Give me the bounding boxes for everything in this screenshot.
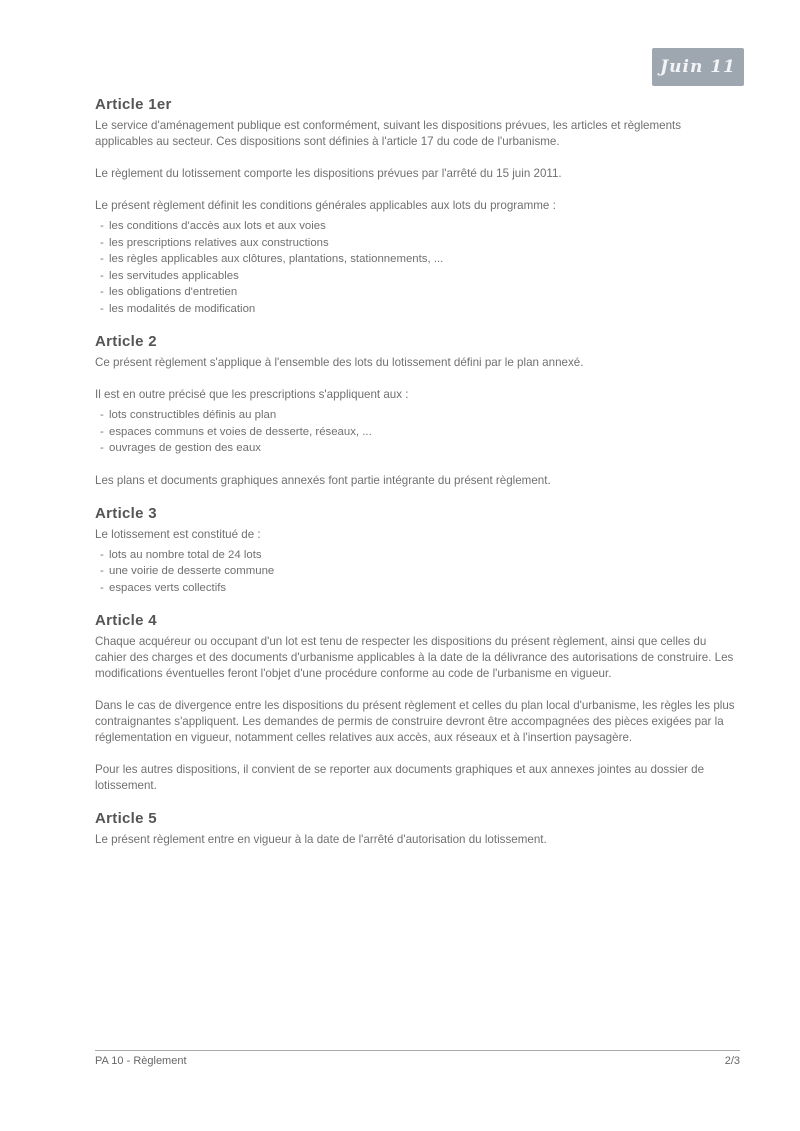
article-title: Article 5 xyxy=(95,810,157,827)
bullet-list xyxy=(95,407,735,457)
article-title: Article 3 xyxy=(95,504,157,522)
list-item: - les règles applicables aux clôtures, plantations, stationnements, ... xyxy=(95,251,735,268)
badge-label: Juin 11 xyxy=(660,57,736,77)
bullet-list xyxy=(95,218,735,317)
paragraph: Les plans et documents graphiques annexés font partie intégrante du présent règlement. xyxy=(95,473,551,487)
paragraph: Le service d'aménagement publique est conformément, suivant les dispositions prévues, les articles et règlements applicables au secteur. Ces dispositions sont définies à l'article 17 du code de l'urbanisme. xyxy=(95,119,682,148)
list-item: - espaces communs et voies de desserte, réseaux, ... xyxy=(95,424,735,441)
article-2 xyxy=(95,333,735,489)
header-badge xyxy=(652,48,744,86)
paragraph: Chaque acquéreur ou occupant d'un lot est tenu de respecter les dispositions du présent règlement, ainsi que celles du cahier des charges et des documents d'urbanisme applicables à la date de la délivrance des autorisations de construire. Les modifications éventuelles feront l'objet d'une procédure conforme au code de l'urbanisme en vigueur. xyxy=(95,635,734,680)
article-5 xyxy=(95,810,735,848)
bullet-list xyxy=(95,547,735,597)
document-body xyxy=(95,96,735,864)
footer-document-title: PA 10 - Règlement xyxy=(95,1055,187,1067)
article-title: Article 4 xyxy=(95,612,157,629)
paragraph: Il est en outre précisé que les prescriptions s'appliquent aux : xyxy=(95,388,409,401)
paragraph: Dans le cas de divergence entre les dispositions du présent règlement et celles du plan local d'urbanisme, les règles les plus contraignantes s'appliquent. Les demandes de permis de construire devront être accompagnées des pièces exigées par la réglementation en vigueur, notamment celles relatives aux accès, aux réseaux et à l'insertion paysagère. xyxy=(95,699,735,744)
list-item: - espaces verts collectifs xyxy=(95,580,735,597)
article-title: Article 1er xyxy=(95,96,172,113)
paragraph: Ce présent règlement s'applique à l'ensemble des lots du lotissement défini par le plan annexé. xyxy=(95,356,584,369)
page-number: 2/3 xyxy=(724,1055,740,1067)
list-item: - les servitudes applicables xyxy=(95,268,735,285)
paragraph: Pour les autres dispositions, il convient de se reporter aux documents graphiques et aux annexes jointes au dossier de lotissement. xyxy=(95,763,705,792)
page-footer xyxy=(95,1050,740,1067)
list-item: - les obligations d'entretien xyxy=(95,284,735,301)
list-item: - une voirie de desserte commune xyxy=(95,563,735,580)
paragraph: Le règlement du lotissement comporte les dispositions prévues par l'arrêté du 15 juin 2011. xyxy=(95,167,562,180)
list-item: - lots au nombre total de 24 lots xyxy=(95,547,735,564)
list-item: - les prescriptions relatives aux constructions xyxy=(95,235,735,252)
article-1 xyxy=(95,96,735,317)
list-item: - lots constructibles définis au plan xyxy=(95,407,735,424)
list-item: - les conditions d'accès aux lots et aux voies xyxy=(95,218,735,235)
article-title: Article 2 xyxy=(95,333,157,350)
paragraph: Le présent règlement définit les conditions générales applicables aux lots du programme : xyxy=(95,199,556,212)
paragraph: Le présent règlement entre en vigueur à la date de l'arrêté d'autorisation du lotissement. xyxy=(95,833,547,846)
list-item: - ouvrages de gestion des eaux xyxy=(95,440,735,457)
article-4 xyxy=(95,612,735,794)
footer-divider xyxy=(95,1050,740,1051)
paragraph: Le lotissement est constitué de : xyxy=(95,527,261,541)
article-3 xyxy=(95,505,735,597)
list-item: - les modalités de modification xyxy=(95,301,735,318)
